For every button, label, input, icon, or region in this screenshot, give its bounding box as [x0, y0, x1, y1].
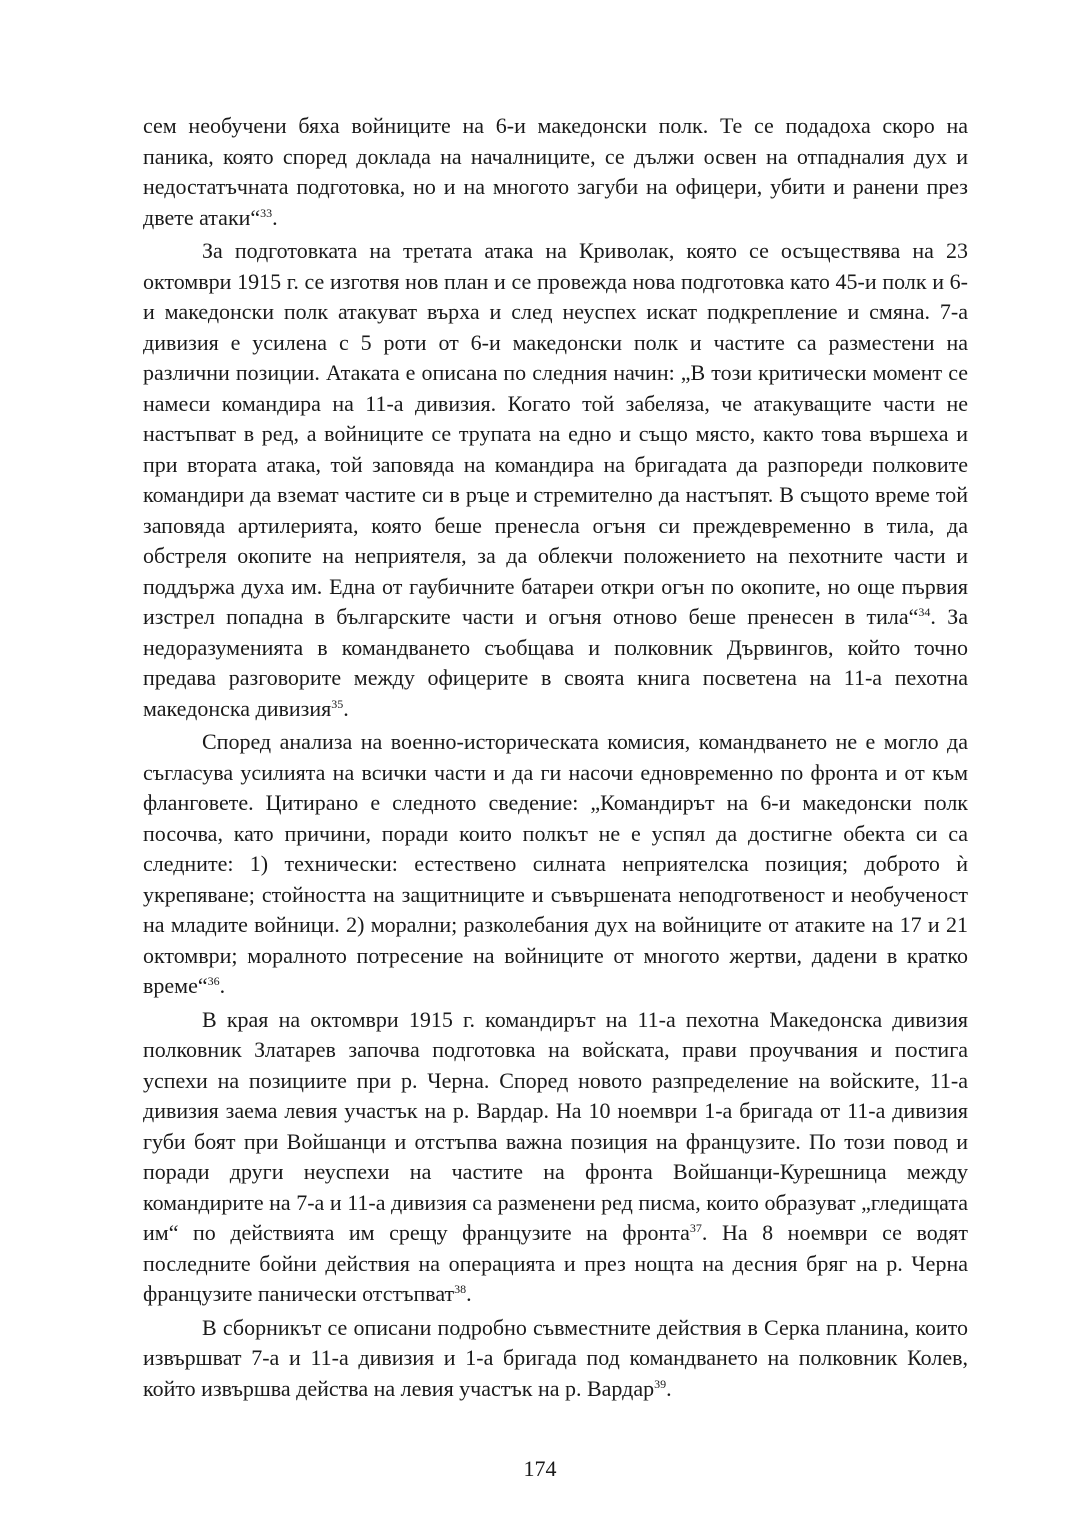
paragraph-5: [143, 1313, 968, 1405]
paragraph-text: За подготовката на третата атака на Криволак, която се осъществява на 23 октомври 1915 г. се изготвя нов план и се провежда нова подготовка като 45-и полк и 6-и македонски полк атакуват върха и след неуспех искат подкрепление и смяна. 7-а дивизия е усилена с 5 роти от 6-и македонски полк и частите са разместени на различни позиции. Атаката е описана по следния начин: „В този критически момент се намеси командира на 11-а дивизия. Когато той забеляза, че атакуващите части не настъпват в ред, а войниците се трупата на едно и също място, както това вършеха и при втората атака, той заповяда на командира на бригадата да разпореди полковите командири да вземат частите си в ръце и стремително да настъпят. В същото време той заповяда артилерията, която беше пренесла огъня си преждевременно в тила, да обстреля окопите на неприятеля, за да облекчи положението на пехотните части и поддържа духа им. Една от гаубичните батареи откри огън по окопите, но още първия изстрел попадна в българските части и огъня отново беше пренесен в тила“: [143, 238, 968, 629]
footnote-ref-38: 38: [454, 1282, 467, 1296]
footnote-ref-35: 35: [331, 696, 344, 711]
paragraph-text: В края на октомври 1915 г. командирът на 11-а пехотна Македонска дивизия полковник Златарев започва подготовка на войската, прави проучвания и постига успехи на позициите при р. Черна. Според новото разпределение на войските, 11-а дивизия заема левия участък на р. Вардар. На 10 ноември 1-а бригада от 11-а дивизия губи боят при Войшанци и отстъпва важна позиция на французите. По този повод и поради други неуспехи на частите на фронта Войшанци-Курешница между командирите на 7-а и 11-а дивизия са разменени ред писма, които образуват „гледищата им“ по действията им срещу французите на фронта: [143, 1006, 968, 1245]
paragraph-text-tail: . За недоразуменията в командването съобщава и полковник Дървингов, който точно предава разговорите между офицерите в своята книга посветена на 11-а пехотна македонска дивизия: [143, 604, 968, 721]
paragraph-1: [143, 111, 968, 233]
paragraph-text-tail: .: [272, 204, 278, 230]
paragraph-text-tail: .: [666, 1375, 672, 1401]
paragraph-text-end: .: [343, 695, 349, 721]
footnote-ref-33: 33: [260, 205, 273, 220]
paragraph-text-tail: .: [219, 973, 226, 998]
paragraph-4: [143, 1005, 968, 1310]
footnote-ref-39: 39: [654, 1376, 667, 1391]
paragraph-text: Според анализа на военно-историческата комисия, командването не е могло да съгласува усилията на всички части и да ги насочи едновременно по фронта и от към фланговете. Цитирано е следното сведение: „Командирът на 6-и македонски полк посочва, като причини, поради които полкът не е успял да достигне обекта си са следните: 1) технически: естествено силната неприятелска позиция; доброто ѝ укрепяване; стойността на защитниците и съвършената неподготвеност и необученост на младите войници. 2) морални; разколебания дух на войниците от атаките на 17 и 21 октомври; моралното потресение на войниците от многото жертви, дадени в кратко време“: [143, 729, 968, 998]
body-text: [143, 111, 968, 1407]
paragraph-text-tail: . На 8 ноември се водят последните бойни действия на операцията и през нощта на десния бряг на р. Черна французите панически отстъпват: [143, 1220, 968, 1306]
paragraph-3: [143, 727, 968, 1002]
paragraph-text: В сборникът се описани подробно съвместните действия в Серка планина, които извършват 7-а и 11-а дивизия и 1-а бригада под командването на полковник Колев, който извършва действа на левия участък на р. Вардар: [143, 1314, 968, 1401]
page-number: 174: [523, 1456, 557, 1481]
paragraph-text-end: .: [466, 1281, 472, 1306]
footnote-ref-37: 37: [689, 1221, 702, 1235]
footnote-ref-36: 36: [207, 974, 220, 988]
paragraph-text: сем необучени бяха войниците на 6-и македонски полк. Те се подадоха скоро на паника, която според доклада на началниците, се дължи освен на отпадналия дух и недостатъчната подготовка, но и на многото загуби на офицери, убити и ранени през двете атаки“: [143, 113, 968, 230]
footnote-ref-34: 34: [918, 605, 931, 619]
paragraph-2: [143, 236, 968, 724]
